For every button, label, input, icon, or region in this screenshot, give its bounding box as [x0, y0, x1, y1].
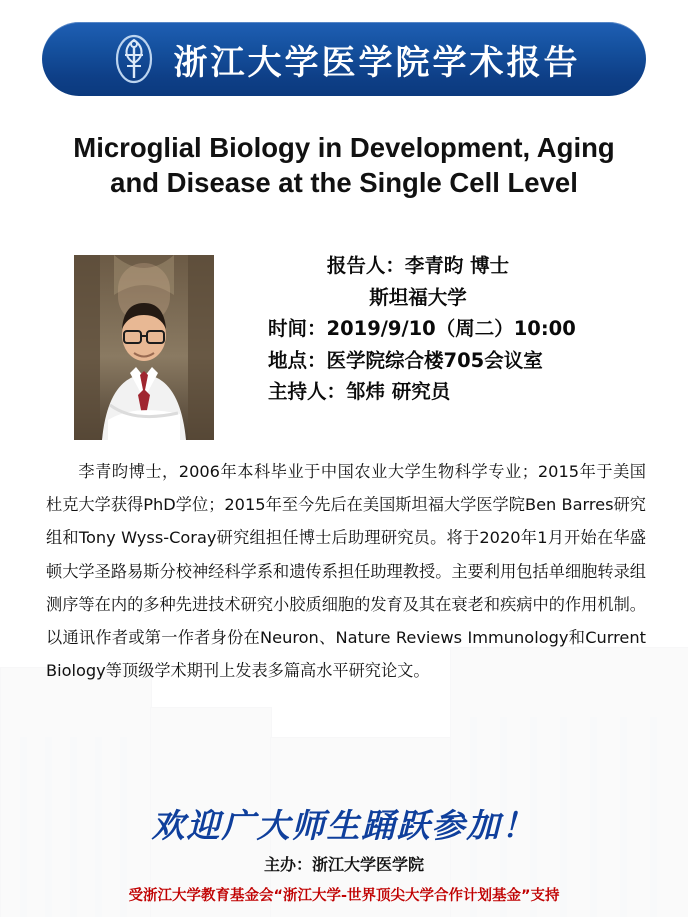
seminar-host: 主持人：邹炜 研究员	[268, 380, 451, 404]
talk-title-line-2: and Disease at the Single Cell Level	[110, 167, 578, 199]
speaker-details	[268, 250, 668, 408]
organizer-line: 主办：浙江大学医学院	[263, 855, 424, 874]
poster-header-title: 浙江大学医学院学术报告	[173, 42, 581, 83]
university-logo-icon	[108, 33, 160, 85]
speaker-section	[0, 250, 688, 450]
header-banner	[42, 22, 646, 96]
seminar-venue: 地点：医学院综合楼705会议室	[268, 348, 543, 372]
seminar-time: 时间：2019/9/10（周二）10:00	[268, 317, 576, 341]
speaker-name: 报告人：李青昀 博士	[326, 254, 510, 277]
speaker-biography: 李青昀博士，2006年本科毕业于中国农业大学生物科学专业；2015年于美国杜克大学获得PhD学位；2015年至今先后在美国斯坦福大学医学院Ben Barres研究组和Tony Wyss-Coray研究组担任博士后助理研究员。将于2020年1月开始在华盛顿大学圣路易斯分校神经科学系和遗传系担任助理教授。主要利用包括单细胞转录组测序等在内的多种先进技术研究小胶质细胞的发育及其在衰老和疾病中的作用机制。以通讯作者或第一作者身份在Neuron、Nature Reviews Immunology和Current Biology等顶级学术期刊上发表多篇高水平研究论文。	[46, 462, 646, 681]
talk-title-line-1: Microglial Biology in Development, Aging	[73, 132, 615, 163]
welcome-message: 欢迎广大师生踊跃参加！	[151, 806, 537, 845]
speaker-portrait	[74, 255, 214, 440]
funding-line: 受浙江大学教育基金会“浙江大学-世界顶尖大学合作计划基金”支持	[128, 888, 560, 904]
speaker-affiliation: 斯坦福大学	[369, 285, 467, 309]
page-title	[40, 130, 648, 200]
